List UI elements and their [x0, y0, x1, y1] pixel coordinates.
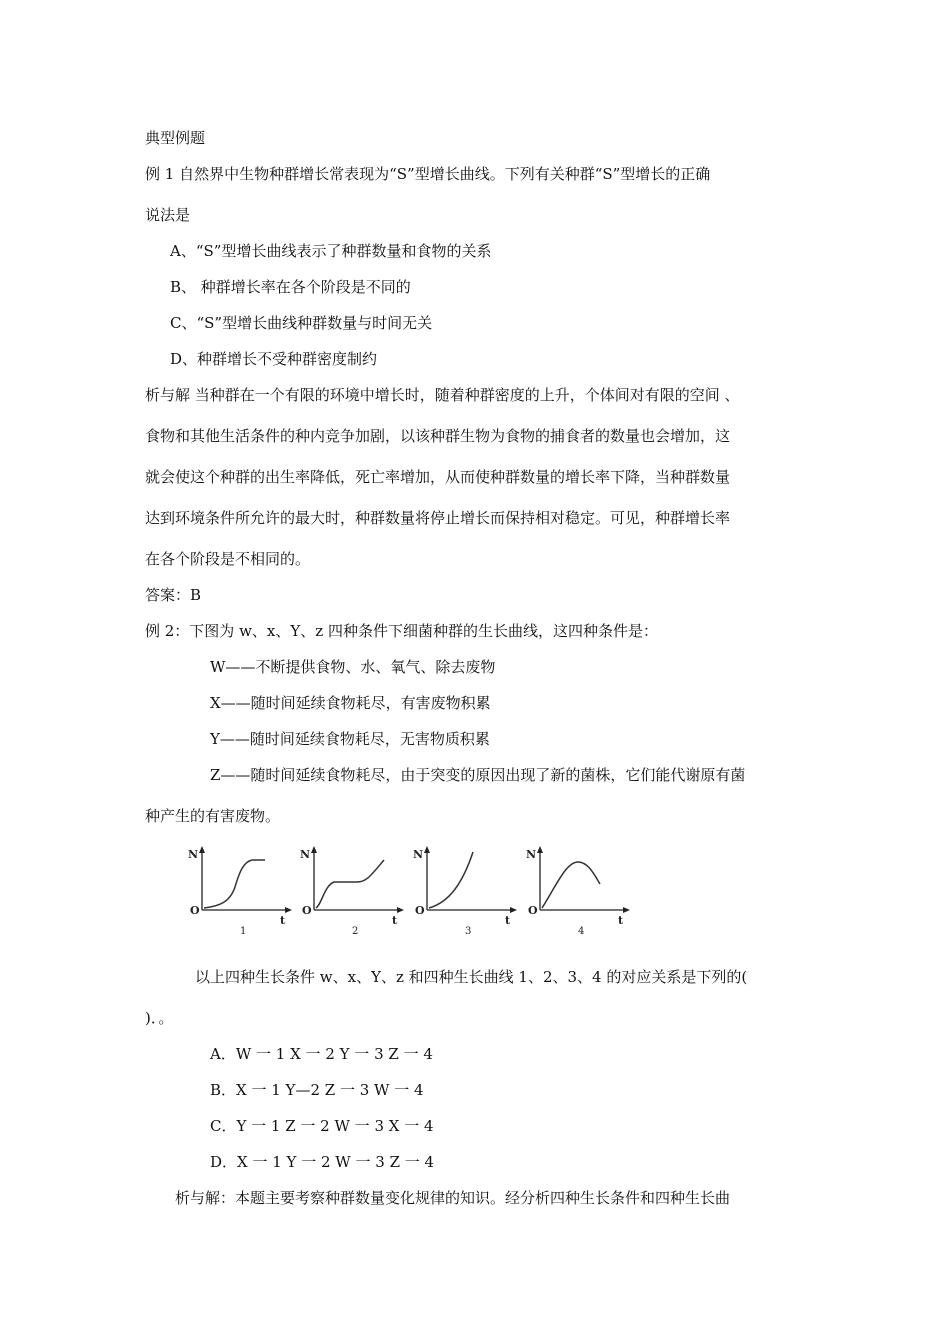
graph-number: 2 — [352, 926, 359, 937]
example2-analysis: 析与解：本题主要考察种群数量变化规律的知识。经分析四种生长条件和四种生长曲 — [175, 1189, 731, 1207]
origin-label: O — [302, 904, 312, 917]
example1-analysis-line: 就会使这个种群的出生率降低，死亡率增加，从而使种群数量的增长率下降，当种群数量 — [145, 468, 731, 486]
graph-number: 4 — [578, 926, 585, 937]
example2-choice-d: D．X 一 1 Y 一 2 W 一 3 Z 一 4 — [210, 1153, 435, 1171]
axis-y-label: N — [526, 848, 537, 861]
example2-condition-x: X——随时间延续食物耗尽，有害废物积累 — [210, 694, 491, 712]
example2-question: 以上四种生长条件 w、x、Y、z 和四种生长曲线 1、2、3、4 的对应关系是下列的( — [195, 968, 748, 986]
growth-curves-figure — [180, 842, 640, 942]
growth-curve-3 — [405, 842, 520, 942]
graph-number: 3 — [465, 926, 472, 937]
axis-x-label: t — [618, 914, 624, 927]
example2-condition-z-cont: 种产生的有害废物。 — [145, 807, 281, 825]
example2-condition-w: W——不断提供食物、水、氧气、除去废物 — [210, 658, 496, 676]
example1-answer: 答案：B — [145, 586, 202, 604]
axis-y-label: N — [413, 848, 424, 861]
example1-option-b: B、 种群增长率在各个阶段是不同的 — [170, 278, 411, 296]
example1-analysis-line: 达到环境条件所允许的最大时，种群数量将停止增长而保持相对稳定。可见，种群增长率 — [145, 509, 731, 527]
example1-option-d: D、种群增长不受种群密度制约 — [170, 350, 378, 368]
example1-analysis-line: 食物和其他生活条件的种内竞争加剧，以该种群生物为食物的捕食者的数量也会增加，这 — [145, 427, 731, 445]
example2-choice-c: C．Y 一 1 Z 一 2 W 一 3 X 一 4 — [210, 1117, 434, 1135]
example1-analysis-line: 析与解 当种群在一个有限的环境中增长时，随着种群密度的上升，个体间对有限的空间 、 — [145, 386, 740, 404]
example2-choice-b: B．X 一 1 Y—2 Z 一 3 W 一 4 — [210, 1081, 424, 1099]
example1-option-a: A、“S”型增长曲线表示了种群数量和食物的关系 — [170, 242, 492, 260]
origin-label: O — [415, 904, 425, 917]
example1-question: 例 1 自然界中生物种群增长常表现为“S”型增长曲线。下列有关种群“S”型增长的正确 — [145, 165, 711, 183]
section-heading: 典型例题 — [145, 129, 206, 147]
example2-condition-z: Z——随时间延续食物耗尽，由于突变的原因出现了新的菌株，它们能代谢原有菌 — [210, 766, 746, 784]
example1-analysis-line: 在各个阶段是不相同的。 — [145, 550, 311, 568]
axis-y-label: N — [188, 848, 199, 861]
example2-intro: 例 2：下图为 w、x、Y、z 四种条件下细菌种群的生长曲线，这四种条件是： — [145, 622, 658, 640]
axis-x-label: t — [392, 914, 398, 927]
graph-number: 1 — [240, 926, 247, 937]
example2-question-cont: )．。 — [145, 1009, 174, 1027]
growth-curve-1 — [180, 842, 295, 942]
example1-question-cont: 说法是 — [145, 206, 191, 224]
axis-x-label: t — [505, 914, 511, 927]
growth-curve-4 — [518, 842, 633, 942]
example1-option-c: C、“S”型增长曲线种群数量与时间无关 — [170, 314, 433, 332]
origin-label: O — [190, 904, 200, 917]
example2-condition-y: Y——随时间延续食物耗尽，无害物质积累 — [210, 730, 490, 748]
example2-choice-a: A．W 一 1 X 一 2 Y 一 3 Z 一 4 — [210, 1045, 433, 1063]
axis-x-label: t — [280, 914, 286, 927]
origin-label: O — [528, 904, 538, 917]
growth-curve-2 — [292, 842, 407, 942]
axis-y-label: N — [300, 848, 311, 861]
